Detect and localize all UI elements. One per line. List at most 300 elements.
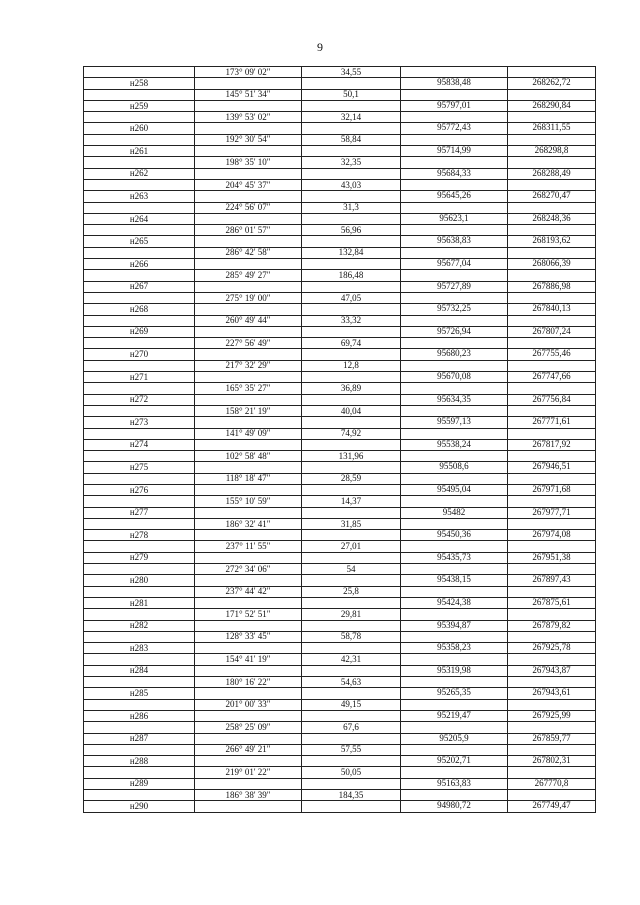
- length-cell: [302, 372, 401, 383]
- length-cell: 32,35: [302, 157, 401, 168]
- x-cell: 95634,35: [401, 394, 508, 405]
- x-cell: 95424,38: [401, 597, 508, 608]
- length-cell: [302, 597, 401, 608]
- angle-cell: 154° 41' 19": [195, 654, 302, 665]
- angle-cell: [195, 213, 302, 224]
- point-cell: н278: [84, 530, 195, 541]
- length-cell: [302, 146, 401, 157]
- segment-row: [84, 157, 596, 168]
- point-cell: [84, 67, 195, 78]
- point-cell: [84, 338, 195, 349]
- point-cell: [84, 179, 195, 190]
- x-cell: 95450,36: [401, 530, 508, 541]
- point-cell: н285: [84, 688, 195, 699]
- x-cell: 95219,47: [401, 710, 508, 721]
- segment-row: [84, 247, 596, 258]
- point-cell: н279: [84, 552, 195, 563]
- angle-cell: 180° 16' 22": [195, 677, 302, 688]
- y-cell: [508, 722, 596, 733]
- point-cell: [84, 586, 195, 597]
- point-row: [84, 168, 596, 179]
- point-cell: [84, 631, 195, 642]
- length-cell: [302, 394, 401, 405]
- point-row: [84, 801, 596, 812]
- angle-cell: [195, 507, 302, 518]
- length-cell: [302, 213, 401, 224]
- segment-row: [84, 405, 596, 416]
- length-cell: 54: [302, 564, 401, 575]
- segment-row: [84, 225, 596, 236]
- y-cell: 267977,71: [508, 507, 596, 518]
- angle-cell: [195, 462, 302, 473]
- angle-cell: [195, 349, 302, 360]
- x-cell: [401, 790, 508, 801]
- point-row: [84, 733, 596, 744]
- angle-cell: 227° 56' 49": [195, 338, 302, 349]
- x-cell: 95838,48: [401, 78, 508, 89]
- page-number: 9: [317, 40, 323, 54]
- point-cell: н290: [84, 801, 195, 812]
- x-cell: 95638,83: [401, 236, 508, 247]
- angle-cell: [195, 665, 302, 676]
- y-cell: [508, 631, 596, 642]
- point-row: [84, 507, 596, 518]
- point-row: [84, 146, 596, 157]
- x-cell: 95538,24: [401, 439, 508, 450]
- point-cell: н268: [84, 304, 195, 315]
- point-cell: н273: [84, 417, 195, 428]
- angle-cell: [195, 620, 302, 631]
- y-cell: 267951,38: [508, 552, 596, 563]
- segment-row: [84, 202, 596, 213]
- y-cell: 267756,84: [508, 394, 596, 405]
- y-cell: [508, 315, 596, 326]
- segment-row: [84, 360, 596, 371]
- length-cell: 186,48: [302, 270, 401, 281]
- x-cell: 95797,01: [401, 100, 508, 111]
- point-cell: н288: [84, 756, 195, 767]
- angle-cell: 118° 18' 47": [195, 473, 302, 484]
- y-cell: [508, 112, 596, 123]
- x-cell: 95319,98: [401, 665, 508, 676]
- y-cell: 268311,55: [508, 123, 596, 134]
- point-row: [84, 372, 596, 383]
- x-cell: [401, 609, 508, 620]
- y-cell: 267943,87: [508, 665, 596, 676]
- x-cell: [401, 541, 508, 552]
- point-row: [84, 778, 596, 789]
- length-cell: 28,59: [302, 473, 401, 484]
- y-cell: [508, 134, 596, 145]
- segment-row: [84, 112, 596, 123]
- x-cell: [401, 338, 508, 349]
- point-cell: н281: [84, 597, 195, 608]
- angle-cell: 237° 11' 55": [195, 541, 302, 552]
- angle-cell: [195, 733, 302, 744]
- length-cell: [302, 462, 401, 473]
- point-cell: [84, 564, 195, 575]
- angle-cell: [195, 168, 302, 179]
- length-cell: [302, 326, 401, 337]
- y-cell: 267971,68: [508, 484, 596, 495]
- y-cell: 267755,46: [508, 349, 596, 360]
- segment-row: [84, 338, 596, 349]
- point-cell: [84, 157, 195, 168]
- y-cell: 267925,78: [508, 643, 596, 654]
- y-cell: 267807,24: [508, 326, 596, 337]
- length-cell: [302, 304, 401, 315]
- x-cell: [401, 67, 508, 78]
- point-row: [84, 123, 596, 134]
- point-cell: н259: [84, 100, 195, 111]
- x-cell: 95645,26: [401, 191, 508, 202]
- angle-cell: 219° 01' 22": [195, 767, 302, 778]
- y-cell: 268193,62: [508, 236, 596, 247]
- y-cell: 268290,84: [508, 100, 596, 111]
- x-cell: [401, 654, 508, 665]
- angle-cell: 260° 49' 44": [195, 315, 302, 326]
- length-cell: 47,05: [302, 292, 401, 303]
- point-row: [84, 552, 596, 563]
- length-cell: [302, 552, 401, 563]
- segment-row: [84, 473, 596, 484]
- y-cell: 267897,43: [508, 575, 596, 586]
- x-cell: [401, 518, 508, 529]
- point-row: [84, 575, 596, 586]
- x-cell: [401, 112, 508, 123]
- angle-cell: [195, 372, 302, 383]
- angle-cell: [195, 394, 302, 405]
- point-cell: н280: [84, 575, 195, 586]
- y-cell: [508, 179, 596, 190]
- point-cell: [84, 134, 195, 145]
- y-cell: [508, 89, 596, 100]
- length-cell: [302, 417, 401, 428]
- segment-row: [84, 609, 596, 620]
- y-cell: [508, 473, 596, 484]
- length-cell: [302, 507, 401, 518]
- point-cell: [84, 473, 195, 484]
- y-cell: [508, 360, 596, 371]
- angle-cell: 128° 33' 45": [195, 631, 302, 642]
- angle-cell: [195, 191, 302, 202]
- angle-cell: 155° 10' 59": [195, 496, 302, 507]
- point-row: [84, 259, 596, 270]
- x-cell: 94980,72: [401, 801, 508, 812]
- point-row: [84, 620, 596, 631]
- angle-cell: 186° 38' 39": [195, 790, 302, 801]
- point-row: [84, 756, 596, 767]
- angle-cell: [195, 552, 302, 563]
- point-cell: [84, 518, 195, 529]
- length-cell: 132,84: [302, 247, 401, 258]
- y-cell: [508, 496, 596, 507]
- x-cell: [401, 179, 508, 190]
- point-cell: [84, 89, 195, 100]
- length-cell: 184,35: [302, 790, 401, 801]
- y-cell: [508, 564, 596, 575]
- length-cell: [302, 620, 401, 631]
- y-cell: [508, 699, 596, 710]
- length-cell: 33,32: [302, 315, 401, 326]
- segment-row: [84, 496, 596, 507]
- y-cell: [508, 292, 596, 303]
- length-cell: 56,96: [302, 225, 401, 236]
- x-cell: [401, 428, 508, 439]
- angle-cell: [195, 123, 302, 134]
- length-cell: 49,15: [302, 699, 401, 710]
- x-cell: [401, 631, 508, 642]
- length-cell: 32,14: [302, 112, 401, 123]
- segment-row: [84, 790, 596, 801]
- point-cell: н276: [84, 484, 195, 495]
- y-cell: [508, 677, 596, 688]
- y-cell: 267747,66: [508, 372, 596, 383]
- x-cell: [401, 496, 508, 507]
- point-cell: н265: [84, 236, 195, 247]
- angle-cell: 102° 58' 48": [195, 451, 302, 462]
- length-cell: [302, 349, 401, 360]
- y-cell: [508, 609, 596, 620]
- y-cell: [508, 247, 596, 258]
- x-cell: [401, 383, 508, 394]
- segment-row: [84, 541, 596, 552]
- point-cell: н270: [84, 349, 195, 360]
- point-cell: н282: [84, 620, 195, 631]
- angle-cell: 158° 21' 19": [195, 405, 302, 416]
- angle-cell: 173° 09' 02": [195, 67, 302, 78]
- point-cell: н262: [84, 168, 195, 179]
- length-cell: 31,3: [302, 202, 401, 213]
- point-cell: [84, 202, 195, 213]
- y-cell: [508, 541, 596, 552]
- angle-cell: [195, 146, 302, 157]
- x-cell: [401, 677, 508, 688]
- point-cell: [84, 677, 195, 688]
- angle-cell: [195, 778, 302, 789]
- y-cell: 267925,99: [508, 710, 596, 721]
- length-cell: 50,05: [302, 767, 401, 778]
- x-cell: [401, 564, 508, 575]
- length-cell: [302, 100, 401, 111]
- x-cell: [401, 315, 508, 326]
- angle-cell: 141° 49' 09": [195, 428, 302, 439]
- length-cell: 58,78: [302, 631, 401, 642]
- angle-cell: [195, 575, 302, 586]
- length-cell: [302, 575, 401, 586]
- y-cell: 267840,13: [508, 304, 596, 315]
- point-cell: н277: [84, 507, 195, 518]
- x-cell: [401, 473, 508, 484]
- segment-row: [84, 722, 596, 733]
- point-cell: [84, 722, 195, 733]
- point-row: [84, 304, 596, 315]
- point-cell: [84, 767, 195, 778]
- segment-row: [84, 270, 596, 281]
- y-cell: 268248,36: [508, 213, 596, 224]
- point-cell: [84, 609, 195, 620]
- point-row: [84, 78, 596, 89]
- y-cell: 267749,47: [508, 801, 596, 812]
- angle-cell: 145° 51' 34": [195, 89, 302, 100]
- y-cell: [508, 405, 596, 416]
- x-cell: [401, 270, 508, 281]
- point-cell: [84, 315, 195, 326]
- angle-cell: [195, 756, 302, 767]
- length-cell: 74,92: [302, 428, 401, 439]
- y-cell: 268298,8: [508, 146, 596, 157]
- y-cell: [508, 202, 596, 213]
- length-cell: 36,89: [302, 383, 401, 394]
- x-cell: 95495,04: [401, 484, 508, 495]
- x-cell: [401, 247, 508, 258]
- point-cell: н266: [84, 259, 195, 270]
- length-cell: 42,31: [302, 654, 401, 665]
- length-cell: [302, 688, 401, 699]
- angle-cell: [195, 417, 302, 428]
- angle-cell: [195, 281, 302, 292]
- angle-cell: [195, 688, 302, 699]
- segment-row: [84, 67, 596, 78]
- angle-cell: [195, 100, 302, 111]
- angle-cell: [195, 326, 302, 337]
- x-cell: [401, 744, 508, 755]
- angle-cell: 186° 32' 41": [195, 518, 302, 529]
- x-cell: [401, 225, 508, 236]
- angle-cell: 285° 49' 27": [195, 270, 302, 281]
- y-cell: [508, 654, 596, 665]
- length-cell: 31,85: [302, 518, 401, 529]
- segment-row: [84, 518, 596, 529]
- length-cell: [302, 643, 401, 654]
- segment-row: [84, 292, 596, 303]
- point-cell: [84, 790, 195, 801]
- x-cell: 95726,94: [401, 326, 508, 337]
- x-cell: [401, 292, 508, 303]
- point-cell: [84, 247, 195, 258]
- angle-cell: 272° 34' 06": [195, 564, 302, 575]
- segment-row: [84, 654, 596, 665]
- y-cell: 267886,98: [508, 281, 596, 292]
- length-cell: 57,55: [302, 744, 401, 755]
- angle-cell: [195, 710, 302, 721]
- x-cell: 95205,9: [401, 733, 508, 744]
- length-cell: [302, 484, 401, 495]
- point-row: [84, 643, 596, 654]
- angle-cell: 258° 25' 09": [195, 722, 302, 733]
- point-cell: н264: [84, 213, 195, 224]
- x-cell: 95680,23: [401, 349, 508, 360]
- angle-cell: [195, 484, 302, 495]
- point-row: [84, 417, 596, 428]
- point-cell: [84, 428, 195, 439]
- angle-cell: 198° 35' 10": [195, 157, 302, 168]
- length-cell: [302, 733, 401, 744]
- point-row: [84, 394, 596, 405]
- point-cell: н263: [84, 191, 195, 202]
- y-cell: 267875,61: [508, 597, 596, 608]
- point-cell: [84, 744, 195, 755]
- x-cell: 95482: [401, 507, 508, 518]
- y-cell: 268270,47: [508, 191, 596, 202]
- x-cell: 95772,43: [401, 123, 508, 134]
- point-row: [84, 484, 596, 495]
- length-cell: [302, 123, 401, 134]
- angle-cell: [195, 597, 302, 608]
- y-cell: [508, 270, 596, 281]
- y-cell: [508, 451, 596, 462]
- point-row: [84, 100, 596, 111]
- angle-cell: [195, 801, 302, 812]
- x-cell: 95358,23: [401, 643, 508, 654]
- y-cell: 267817,92: [508, 439, 596, 450]
- coordinates-table: [83, 66, 596, 813]
- point-cell: н267: [84, 281, 195, 292]
- point-cell: [84, 292, 195, 303]
- point-row: [84, 236, 596, 247]
- point-cell: н261: [84, 146, 195, 157]
- angle-cell: 224° 56' 07": [195, 202, 302, 213]
- point-cell: н287: [84, 733, 195, 744]
- length-cell: 29,81: [302, 609, 401, 620]
- length-cell: [302, 530, 401, 541]
- segment-row: [84, 383, 596, 394]
- length-cell: [302, 756, 401, 767]
- x-cell: 95265,35: [401, 688, 508, 699]
- x-cell: [401, 134, 508, 145]
- length-cell: [302, 778, 401, 789]
- angle-cell: 201° 00' 33": [195, 699, 302, 710]
- y-cell: [508, 790, 596, 801]
- point-cell: [84, 654, 195, 665]
- point-cell: н260: [84, 123, 195, 134]
- angle-cell: 237° 44' 42": [195, 586, 302, 597]
- length-cell: [302, 281, 401, 292]
- segment-row: [84, 89, 596, 100]
- point-row: [84, 688, 596, 699]
- length-cell: 67,6: [302, 722, 401, 733]
- x-cell: 95677,04: [401, 259, 508, 270]
- x-cell: 95394,87: [401, 620, 508, 631]
- y-cell: 268288,49: [508, 168, 596, 179]
- y-cell: [508, 428, 596, 439]
- length-cell: 54,63: [302, 677, 401, 688]
- y-cell: 267770,8: [508, 778, 596, 789]
- length-cell: 14,37: [302, 496, 401, 507]
- y-cell: [508, 338, 596, 349]
- length-cell: 58,84: [302, 134, 401, 145]
- x-cell: [401, 586, 508, 597]
- segment-row: [84, 134, 596, 145]
- x-cell: [401, 157, 508, 168]
- point-cell: н271: [84, 372, 195, 383]
- angle-cell: [195, 236, 302, 247]
- point-cell: н275: [84, 462, 195, 473]
- length-cell: [302, 168, 401, 179]
- angle-cell: [195, 78, 302, 89]
- length-cell: [302, 191, 401, 202]
- angle-cell: [195, 304, 302, 315]
- angle-cell: [195, 259, 302, 270]
- y-cell: [508, 225, 596, 236]
- point-row: [84, 710, 596, 721]
- point-cell: н272: [84, 394, 195, 405]
- x-cell: [401, 405, 508, 416]
- point-cell: н269: [84, 326, 195, 337]
- point-row: [84, 665, 596, 676]
- segment-row: [84, 564, 596, 575]
- point-row: [84, 597, 596, 608]
